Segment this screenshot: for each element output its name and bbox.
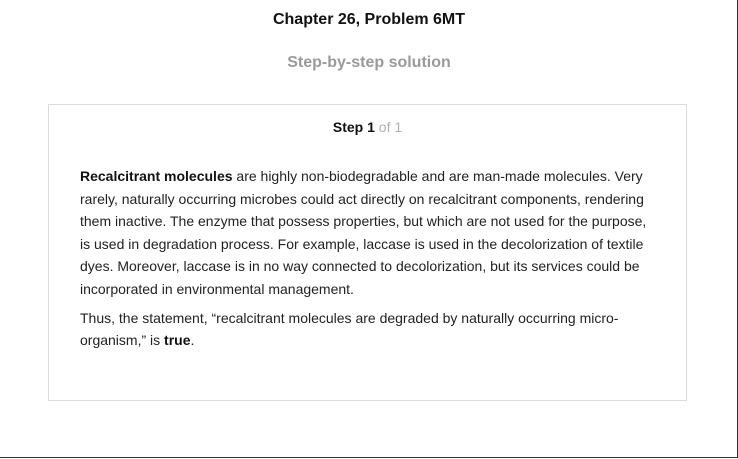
- step-number: 1: [367, 119, 375, 135]
- paragraph-1-text: are highly non-biodegradable and are man-made molecules. Very rarely, naturally occurring microbes could act directly on recalcitrant components, rendering them inactive. The enzyme that possess properties, but which are not used for the purpose, is used in degradation process. For example, laccase is used in the decolorization of textile dyes. Moreover, laccase is in no way connected to decolorization, but its services could be incorporated in environmental management.: [80, 168, 647, 297]
- answer-term: true: [164, 332, 191, 349]
- solution-paragraph-1: [80, 165, 660, 301]
- step-indicator: [49, 119, 686, 135]
- solution-card: [48, 104, 687, 401]
- step-label: Step: [332, 119, 364, 135]
- page-title: Chapter 26, Problem 6MT: [272, 11, 466, 28]
- solution-paragraph-2: [80, 307, 660, 352]
- solution-body: [80, 165, 660, 358]
- step-total: of 1: [378, 119, 403, 135]
- key-term: Recalcitrant molecules: [80, 168, 233, 184]
- paragraph-2-text: Thus, the statement, “recalcitrant molecules are degraded by naturally occurring micro-organism,” is: [80, 309, 619, 349]
- solution-subtitle: Step-by-step solution: [287, 54, 451, 71]
- paragraph-2-end: .: [190, 332, 195, 349]
